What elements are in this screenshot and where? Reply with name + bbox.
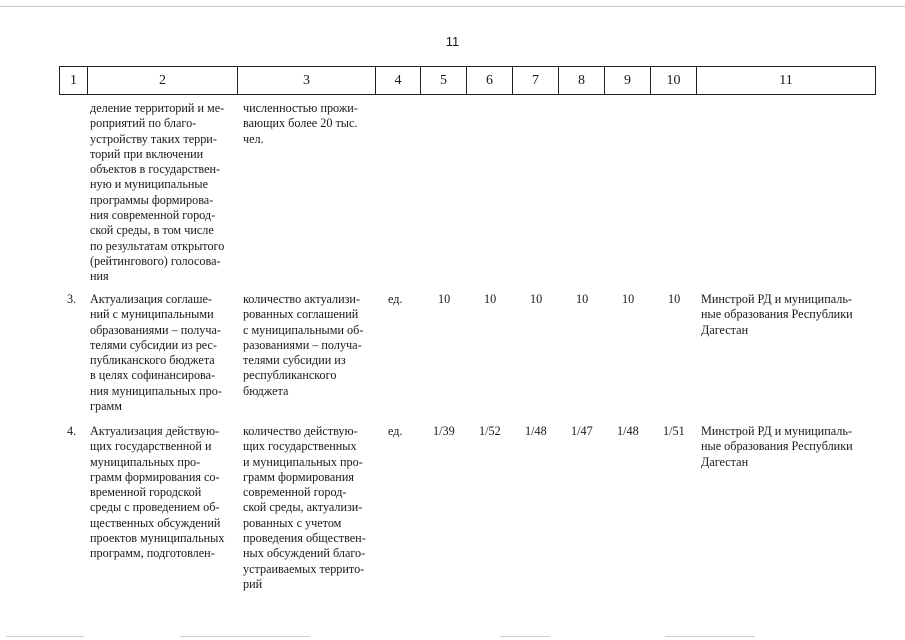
row-value: 1/48 bbox=[617, 424, 639, 438]
row-indicator: количество актуализи- рованных соглашений с муниципальными об- разованиями – получа- телями субсидии из республиканского бюджета bbox=[243, 292, 364, 398]
row-value: 10 bbox=[622, 292, 635, 306]
row-value: 1/51 bbox=[663, 424, 685, 438]
header-cell: 4 bbox=[376, 67, 421, 95]
row-value: 10 bbox=[530, 292, 543, 306]
bottom-rule bbox=[665, 636, 755, 637]
row-value: 10 bbox=[576, 292, 589, 306]
header-cell: 7 bbox=[513, 67, 559, 95]
column-number-header bbox=[59, 66, 876, 95]
header-cell: 9 bbox=[605, 67, 651, 95]
bottom-rule bbox=[500, 636, 550, 637]
header-cell: 11 bbox=[697, 67, 876, 95]
row-measure: Актуализация соглаше- ний с муниципальными образованиями – получа- телями субсидии из рес- публиканского бюджета в целях софинансирова- ния муниципальных про- грамм bbox=[90, 292, 222, 414]
page-number: 11 bbox=[445, 34, 460, 49]
continued-indicator-text: численностью прожи- вающих более 20 тыс. чел. bbox=[243, 101, 358, 146]
header-cell: 3 bbox=[238, 67, 376, 95]
row-value: 1/47 bbox=[571, 424, 593, 438]
row-executor: Минстрой РД и муниципаль- ные образования Республики Дагестан bbox=[701, 292, 853, 337]
bottom-rule bbox=[180, 636, 310, 637]
continued-measure-text: деление территорий и ме- роприятий по благо- устройству таких терри- торий при включении объектов в государствен- ную и муниципальные программы формирова- ния современной город- ской среды, в том числе по результатам открытого (рейтингового) голосова- ния bbox=[90, 101, 225, 284]
top-rule bbox=[0, 6, 905, 7]
row-indicator: количество действую- щих государственных и муниципальных про- грамм формирования современной город- ской среды, актуализи- рованных с учетом проведения обществен- ных обсуждений благо- устраиваемых террито- рий bbox=[243, 424, 366, 591]
header-cell: 2 bbox=[88, 67, 238, 95]
row-number: 3. bbox=[67, 292, 77, 306]
row-measure: Актуализация действую- щих государственной и муниципальных про- грамм формирования со- временной городской среды с проведением об- щественных обсуждений проектов муниципальных программ, подготовлен- bbox=[90, 424, 225, 561]
row-executor: Минстрой РД и муниципаль- ные образования Республики Дагестан bbox=[701, 424, 853, 469]
row-value: 10 bbox=[438, 292, 451, 306]
row-value: 1/52 bbox=[479, 424, 501, 438]
header-cell: 8 bbox=[559, 67, 605, 95]
row-value: 1/39 bbox=[433, 424, 455, 438]
header-cell: 6 bbox=[467, 67, 513, 95]
row-value: 1/48 bbox=[525, 424, 547, 438]
row-value: 10 bbox=[484, 292, 497, 306]
header-row bbox=[60, 67, 876, 95]
header-cell: 5 bbox=[421, 67, 467, 95]
bottom-rule bbox=[6, 636, 84, 637]
row-number: 4. bbox=[67, 424, 77, 438]
row-unit: ед. bbox=[388, 424, 403, 438]
row-unit: ед. bbox=[388, 292, 403, 306]
row-value: 10 bbox=[668, 292, 681, 306]
header-cell: 1 bbox=[60, 67, 88, 95]
header-cell: 10 bbox=[651, 67, 697, 95]
